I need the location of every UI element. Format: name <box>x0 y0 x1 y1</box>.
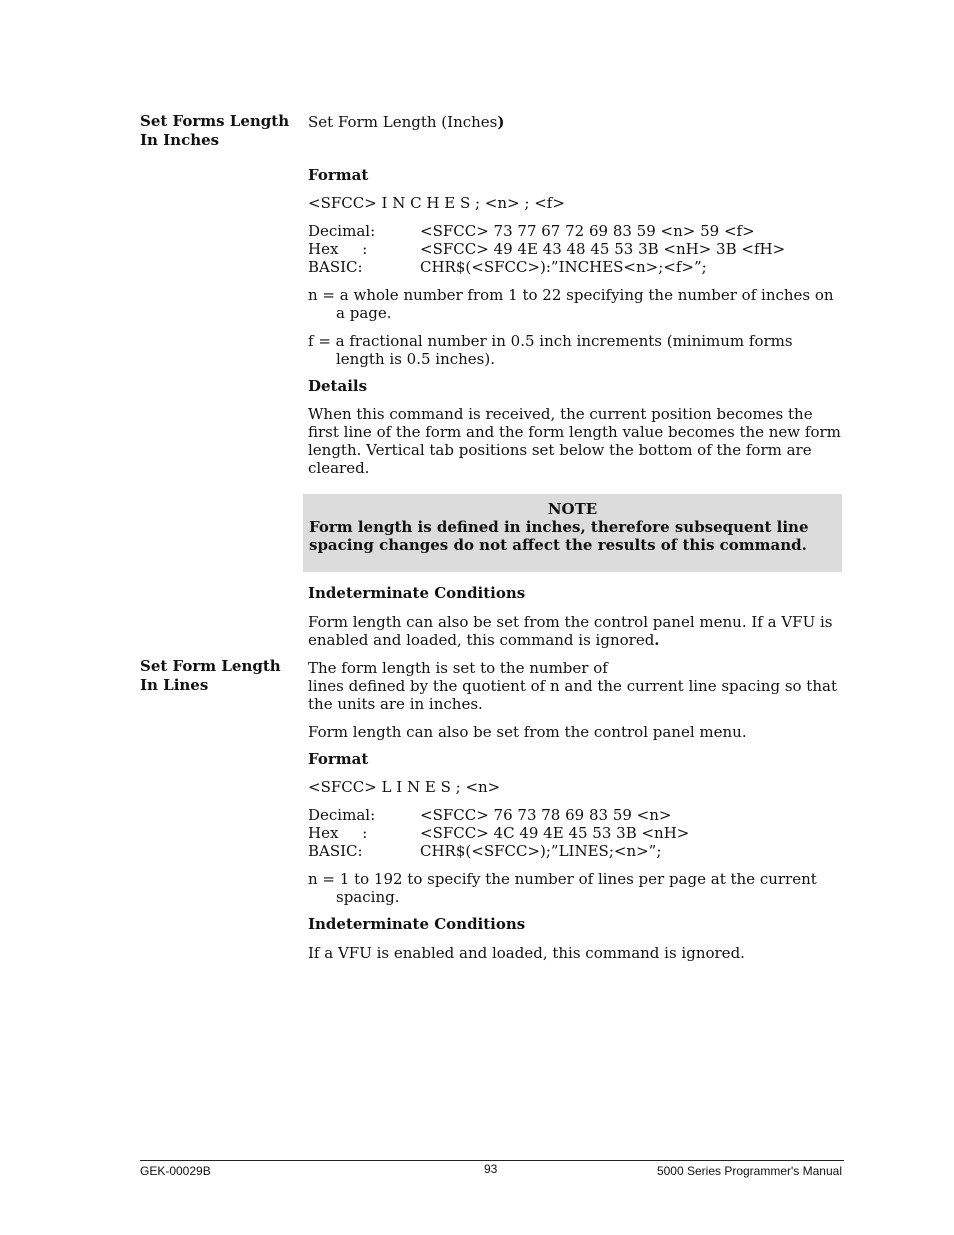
code-row-decimal: Decimal: <SFCC> 76 73 78 69 83 59 <n> <box>308 806 672 824</box>
indeterminate-block-inches <box>308 584 842 649</box>
footer-doc-number: GEK-00029B <box>140 1164 211 1178</box>
code-row-basic: BASIC: CHR$(<SFCC>);”LINES;<n>”; <box>308 842 662 860</box>
intro-text: lines defined by the quotient of n and the current line spacing so that the units are in inches. <box>308 677 837 713</box>
panel-text: Form length can also be set from the control panel menu. <box>308 723 747 741</box>
page-number: 93 <box>484 1162 498 1176</box>
section-heading-line: In Lines <box>140 676 209 694</box>
param-f-description: f = a fractional number in 0.5 inch increments (minimum forms length is 0.5 inches). <box>308 332 793 368</box>
indeterminate-text: If a VFU is enabled and loaded, this command is ignored. <box>308 944 745 962</box>
section-heading-inches <box>140 112 300 150</box>
indeterminate-heading: Indeterminate Conditions <box>308 915 526 933</box>
format-heading: Format <box>308 750 369 768</box>
param-n-description: n = a whole number from 1 to 22 specifying the number of inches on a page. <box>308 286 834 322</box>
format-heading: Format <box>308 166 369 184</box>
code-table <box>308 806 842 860</box>
details-heading: Details <box>308 377 368 395</box>
section-heading-line: In Inches <box>140 131 220 149</box>
footer-manual-title: 5000 Series Programmer's Manual <box>656 1164 842 1178</box>
note-text: Form length is defined in inches, therefore subsequent line spacing changes do not affect the results of this command. <box>309 518 809 554</box>
section-heading-line: Set Form Length <box>140 657 281 675</box>
footer-rule <box>140 1160 844 1161</box>
code-row-hex: Hex : <SFCC> 49 4E 43 48 45 53 3B <nH> 3B <fH> <box>308 240 786 258</box>
section-body-lines <box>308 659 842 962</box>
indeterminate-heading: Indeterminate Conditions <box>308 584 526 602</box>
code-row-hex: Hex : <SFCC> 4C 49 4E 45 53 3B <nH> <box>308 824 690 842</box>
note-title: NOTE <box>547 500 598 518</box>
details-text: When this command is received, the current position becomes the first line of the form and the form length value becomes the new form length. Vertical tab positions set below the bottom of the form are cleared. <box>308 405 841 477</box>
command-syntax: <SFCC> I N C H E S ; <n> ; <f> <box>308 194 565 212</box>
command-syntax: <SFCC> L I N E S ; <n> <box>308 778 501 796</box>
section-heading-line: Set Forms Length <box>140 112 290 130</box>
note-box <box>303 494 842 572</box>
indeterminate-text: Form length can also be set from the control panel menu. If a VFU is enabled and loaded, this command is ignored. <box>308 613 833 649</box>
intro-text: Set Form Length (Inches) <box>308 113 505 131</box>
param-n-description: n = 1 to 192 to specify the number of lines per page at the current spacing. <box>308 870 817 906</box>
code-row-basic: BASIC: CHR$(<SFCC>):”INCHES<n>;<f>”; <box>308 258 707 276</box>
code-row-decimal: Decimal: <SFCC> 73 77 67 72 69 83 59 <n> 59 <f> <box>308 222 755 240</box>
section-heading-lines <box>140 657 300 695</box>
section-body-inches <box>308 113 842 477</box>
intro-line: The form length is set to the number of <box>308 659 608 677</box>
code-table <box>308 222 842 276</box>
